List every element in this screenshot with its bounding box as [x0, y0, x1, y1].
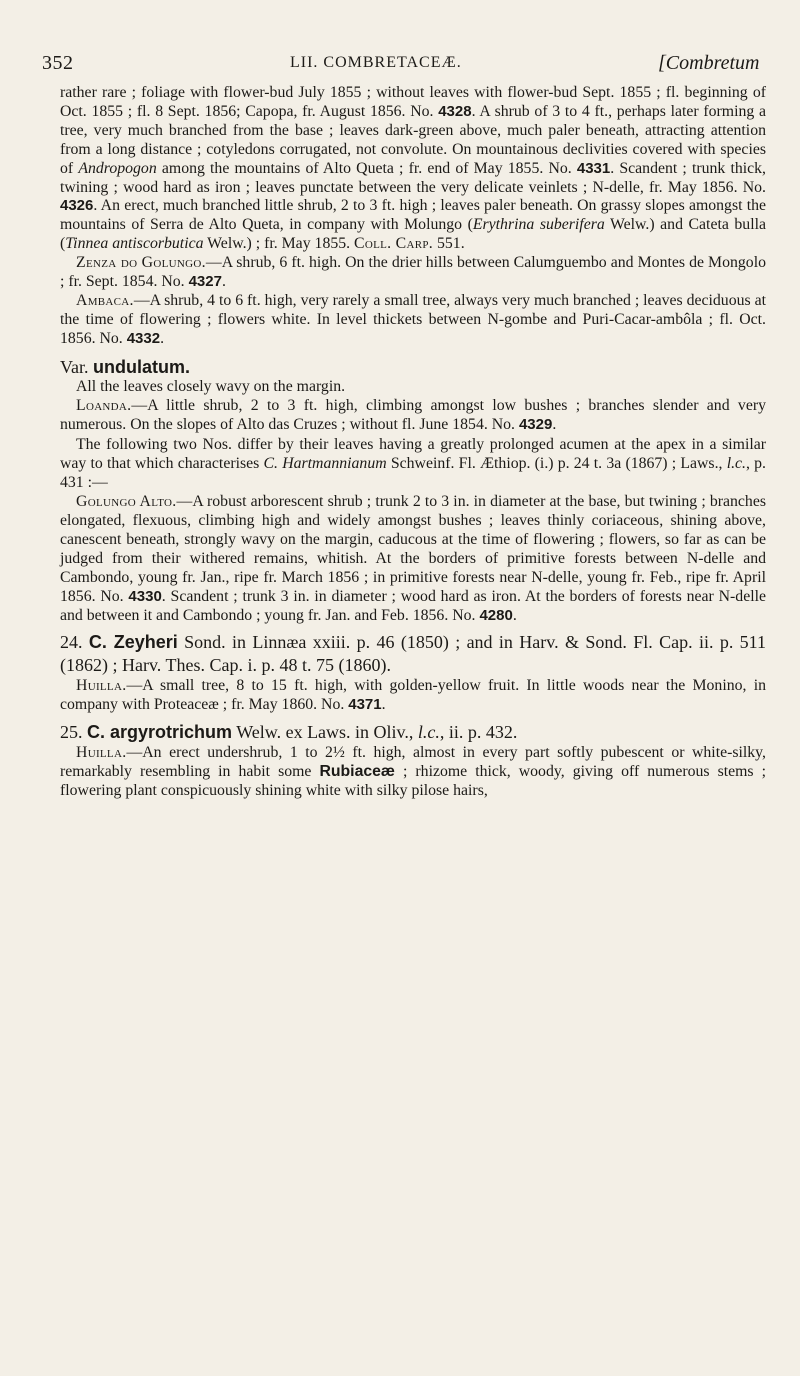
- species-heading: 24. C. Zeyheri Sond. in Linnæa xxiii. p. 46 (1850) ; and in Harv. & Sond. Fl. Cap. ii. p. 511 (1862) ; Harv. Thes. Cap. i. p. 48 t. 75 (1860).: [60, 632, 767, 676]
- loc-cit: l.c.: [417, 722, 440, 743]
- page-header: [0, 52, 800, 82]
- specimen-number: 4332: [126, 329, 161, 347]
- locality-paragraph: Huilla.—An erect undershrub, 1 to 2½ ft. high, almost in every part softly pubescent or white-silky, remarkably resembling in habit some Rubiaceæ ; rhizome thick, woody, giving off numerous stems ; flowering plant conspicuously shining white with silky pilose hairs,: [60, 744, 766, 800]
- locality-paragraph: Loanda.—A little shrub, 2 to 3 ft. high, climbing amongst low bushes ; branches slender and very numerous. On the slopes of Alto das Cruzes ; without fl. June 1854. No. 4329.: [60, 396, 766, 433]
- loc-cit: l.c.: [726, 455, 746, 473]
- specimen-number: 4330: [128, 587, 162, 605]
- species-title: C. Zeyheri: [88, 632, 178, 653]
- genus-name: Andropogon: [78, 159, 157, 177]
- species-name: Tinnea antiscorbutica: [65, 235, 204, 253]
- species-title: C. argyrotrichum: [87, 722, 233, 743]
- species-name: C. Hartmannianum: [263, 455, 387, 473]
- specimen-number: 4329: [518, 415, 553, 433]
- locality-name: Loanda.: [76, 396, 132, 414]
- family-name: Rubiaceæ: [319, 763, 395, 781]
- running-head: LII. COMBRETACEÆ.: [290, 54, 462, 71]
- species-heading: 25. C. argyrotrichum Welw. ex Laws. in Oliv., l.c., ii. p. 432.: [60, 722, 518, 743]
- specimen-number: 4328: [438, 102, 472, 120]
- locality-name: Zenza do Golungo.: [76, 254, 206, 272]
- specimen-number: 4327: [188, 273, 222, 291]
- note-paragraph: The following two Nos. differ by their leaves having a greatly prolonged acumen at the apex in a similar way to that which characterises C. Hartmannianum Schweinf. Fl. Æthiop. (i.) p. 24 t. 3a (1867) ; Laws., l.c., p. 431 :—: [60, 436, 767, 492]
- locality-name: Huilla.: [76, 677, 127, 695]
- body-text: [60, 84, 766, 801]
- locality-name: Ambaca.: [76, 291, 134, 309]
- page-number: 352: [42, 52, 74, 74]
- paragraph-continuation: rather rare ; foliage with flower-bud July 1855 ; without leaves with flower-bud Sept. 1855 ; fl. beginning of Oct. 1855 ; fl. 8 Sept. 1856; Capopa, fr. August 1856. No. 4328. A shrub of 3 to 4 ft., perhaps later forming a tree, very much branched from the base ; leaves dark-green above, much paler beneath, attracting attention from a long distance ; cotyledons corrugated, not convolute. On mountainous declivities covered with species of Andropogon among the mountains of Alto Queta ; fr. end of May 1855. No. 4331. Scandent ; trunk thick, twining ; wood hard as iron ; leaves punctate between the very delicate veinlets ; N-delle, fr. May 1856. No. 4326. An erect, much branched little shrub, 2 to 3 ft. high ; leaves paler beneath. On grassy slopes amongst the mountains of Serra de Alto Queta, in company with Molungo (Erythrina suberifera Welw.) and Cateta bulla (Tinnea antiscorbutica Welw.) ; fr. May 1855. Coll. Carp. 551.: [60, 84, 767, 253]
- specimen-number: 4280: [479, 606, 513, 624]
- variety-name: undulatum.: [93, 356, 190, 377]
- variety-description: All the leaves closely wavy on the margin.: [76, 377, 346, 395]
- variety-heading: Var. undulatum.: [60, 356, 190, 377]
- locality-paragraph: Huilla.—A small tree, 8 to 15 ft. high, with golden-yellow fruit. In little woods near the Monino, in company with Proteaceæ ; fr. May 1860. No. 4371.: [60, 677, 766, 714]
- species-name: Erythrina suberifera: [472, 216, 605, 234]
- running-genus: [Combretum: [658, 52, 760, 74]
- locality-name: Huilla.: [76, 744, 127, 762]
- collection-abbrev: Coll. Carp.: [354, 235, 434, 253]
- locality-paragraph: Zenza do Golungo.—A shrub, 6 ft. high. On the drier hills between Calumguembo and Montes de Mongolo ; fr. Sept. 1854. No. 4327.: [60, 254, 766, 291]
- specimen-number: 4326: [60, 197, 94, 215]
- specimen-number: 4331: [576, 159, 611, 177]
- locality-name: Golungo Alto.: [76, 493, 177, 511]
- specimen-number: 4371: [348, 696, 382, 714]
- locality-paragraph: Ambaca.—A shrub, 4 to 6 ft. high, very rarely a small tree, always very much branched ; leaves deciduous at the time of flowering ; flowers white. In level thickets between N-gombe and Puri-Cacar-ambôla ; fl. Oct. 1856. No. 4332.: [60, 291, 766, 347]
- locality-paragraph: Golungo Alto.—A robust arborescent shrub ; trunk 2 to 3 in. in diameter at the base, but twining ; branches elongated, flexuous, climbing high and widely amongst bushes ; leaves thinly coriaceous, shining above, canescent beneath, strongly wavy on the margin, caducous at the time of flowering ; flowers, so far as can be judged from their withered remains, whitish. At the borders of primitive forests between N-delle and Cambondo, young fr. Jan., ripe fr. March 1856 ; in primitive forests near N-delle, young fr. Feb., ripe fr. April 1856. No. 4330. Scandent ; trunk 3 in. in diameter ; wood hard as iron. At the borders of forests near N-delle and between it and Cambondo ; young fr. Jan. and Feb. 1856. No. 4280.: [60, 493, 766, 624]
